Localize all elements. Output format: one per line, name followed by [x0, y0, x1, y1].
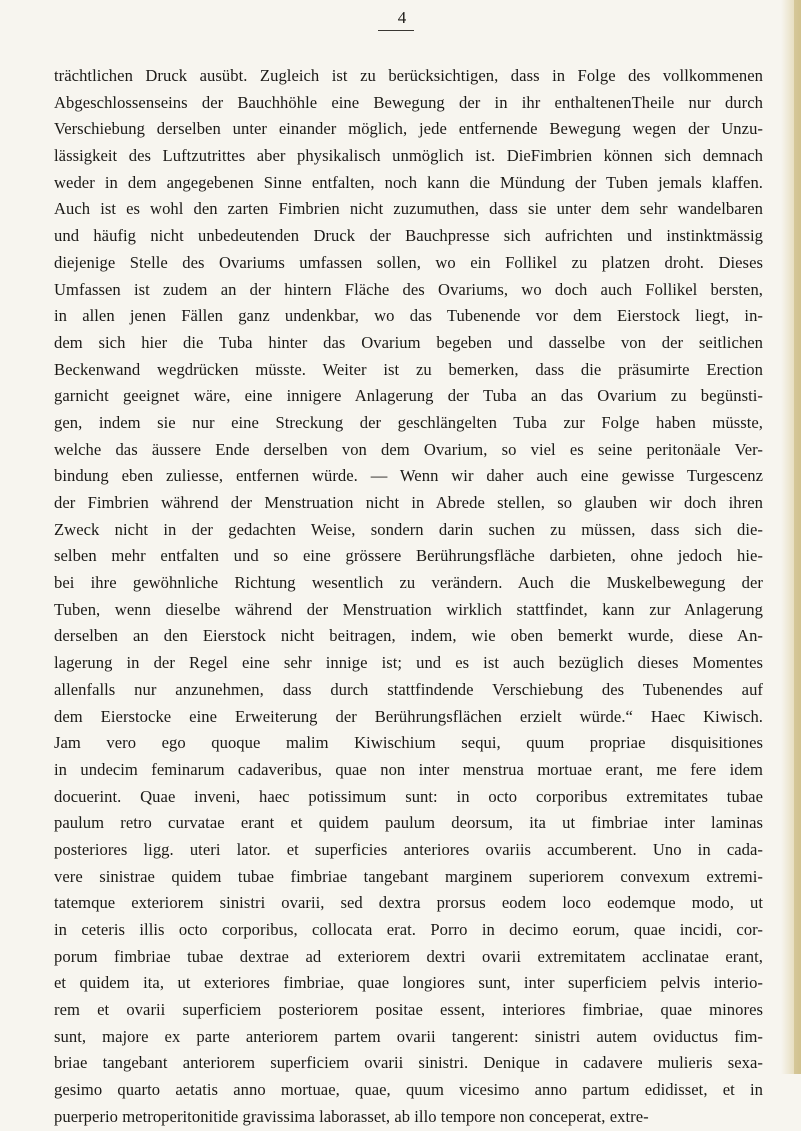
text-line: tatemque exteriorem sinistri ovarii, sed dextra prorsus eodem loco eodemque modo, ut	[54, 893, 763, 913]
text-line: in allen jenen Fällen ganz undenkbar, wo das Tubenende vor dem Eierstock liegt, in-	[54, 306, 763, 326]
text-line: derselben an den Eierstock nicht beitragen, indem, wie oben bemerkt wurde, diese An-	[54, 626, 763, 646]
text-line: allenfalls nur anzunehmen, dass durch stattfindende Verschiebung des Tubenendes auf	[54, 679, 763, 699]
text-line: gesimo quarto aetatis anno mortuae, quae, quum vicesimo anno partum edidisset, et in	[54, 1080, 763, 1100]
text-line: welche das äussere Ende derselben von dem Ovarium, so viel es seine peritonäale Ver-	[54, 439, 763, 459]
page-number-rule	[378, 30, 414, 31]
text-line: porum fimbriae tubae dextrae ad exteriorem dextri ovarii extremitatem acclinatae erant,	[54, 946, 763, 966]
text-line: der Fimbrien während der Menstruation nicht in Abrede stellen, so glauben wir doch ihren	[54, 493, 763, 512]
text-line: Zweck nicht in der gedachten Weise, sondern darin suchen zu müssen, dass sich die-	[54, 519, 763, 539]
text-line: Jam vero ego quoque malim Kiwischium sequi, quum propriae disquisitiones	[54, 733, 763, 753]
body-text	[54, 63, 763, 1131]
text-line: docuerint. Quae inveni, haec potissimum sunt: in octo corporibus extremitates tubae	[54, 786, 763, 806]
text-line: dem Eierstocke eine Erweiterung der Berührungsflächen erzielt würde.“ Haec Kiwisch.	[54, 706, 763, 726]
text-line: briae tangebant anteriorem superficiem ovarii sinistri. Denique in cadavere mulieris sexa-	[54, 1053, 763, 1073]
text-line: bindung eben zuliesse, entfernen würde. — Wenn wir daher auch eine gewisse Turgescenz	[54, 466, 763, 486]
text-line: in undecim feminarum cadaveribus, quae non inter menstrua mortuae erant, me fere idem	[54, 759, 763, 779]
text-line: vere sinistrae quidem tubae fimbriae tangebant marginem superiorem convexum extremi-	[54, 866, 763, 886]
text-line: Beckenwand wegdrücken müsste. Weiter ist zu bemerken, dass die präsumirte Erection	[54, 359, 763, 379]
page-edge-stain	[794, 0, 801, 1074]
text-line: selben mehr entfalten und so eine grössere Berührungsfläche darbieten, ohne jedoch hie-	[54, 546, 763, 566]
text-line: Umfassen ist zudem an der hintern Fläche des Ovariums, wo doch auch Follikel bersten,	[54, 279, 763, 299]
text-line: Verschiebung derselben unter einander möglich, jede entfernende Bewegung wegen der Unzu-	[54, 119, 763, 139]
text-line: Auch ist es wohl den zarten Fimbrien nicht zuzumuthen, dass sie unter dem sehr wandelbaren	[54, 199, 763, 219]
text-line: sunt, majore ex parte anteriorem partem ovarii tangerent: sinistri autem oviductus fim-	[54, 1026, 763, 1046]
text-line: weder in dem angegebenen Sinne entfalten, noch kann die Mündung der Tuben jemals klaffen.	[54, 172, 763, 192]
text-line: Tuben, wenn dieselbe während der Menstruation wirklich stattfindet, kann zur Anlagerung	[54, 599, 763, 619]
text-line: und häufig nicht unbedeutenden Druck der Bauchpresse sich aufrichten und instinktmässig	[54, 226, 763, 246]
text-line: garnicht geeignet wäre, eine innigere Anlagerung der Tuba an das Ovarium zu begünsti-	[54, 386, 763, 406]
text-line: in ceteris illis octo corporibus, collocata erat. Porro in decimo eorum, quae incidi, cor-	[54, 920, 763, 939]
page-number: 4	[397, 8, 407, 27]
text-line: puerperio metroperitonitide gravissima laborasset, ab illo tempore non conceperat, extre-	[54, 1106, 649, 1126]
text-line: et quidem ita, ut exteriores fimbriae, quae longiores sunt, inter superficiem pelvis interio-	[54, 973, 763, 993]
text-line: lässigkeit des Luftzutrittes aber physikalisch unmöglich ist. DieFimbrien können sich demnach	[54, 146, 763, 166]
text-line: dem sich hier die Tuba hinter das Ovarium begeben und dasselbe von der seitlichen	[54, 332, 763, 352]
text-line: rem et ovarii superficiem posteriorem positae essent, interiores fimbriae, quae minores	[54, 1000, 763, 1020]
text-line: trächtlichen Druck ausübt. Zugleich ist zu berücksichtigen, dass in Folge des vollkommenen	[54, 66, 763, 85]
text-line: gen, indem sie nur eine Streckung der geschlängelten Tuba zur Folge haben müsste,	[54, 412, 763, 432]
text-line: paulum retro curvatae erant et quidem paulum deorsum, ita ut fimbriae inter laminas	[54, 813, 763, 833]
text-line: lagerung in der Regel eine sehr innige ist; und es ist auch bezüglich dieses Momentes	[54, 653, 763, 673]
text-line: posteriores ligg. uteri lator. et superficies anteriores ovariis accumberent. Uno in cada-	[54, 839, 763, 859]
text-line: Abgeschlossenseins der Bauchhöhle eine Bewegung der in ihr enthaltenenTheile nur durch	[54, 92, 763, 112]
text-line: diejenige Stelle des Ovariums umfassen sollen, wo ein Follikel zu platzen droht. Dieses	[54, 252, 763, 272]
text-line: bei ihre gewöhnliche Richtung wesentlich zu verändern. Auch die Muskelbewegung der	[54, 573, 763, 593]
